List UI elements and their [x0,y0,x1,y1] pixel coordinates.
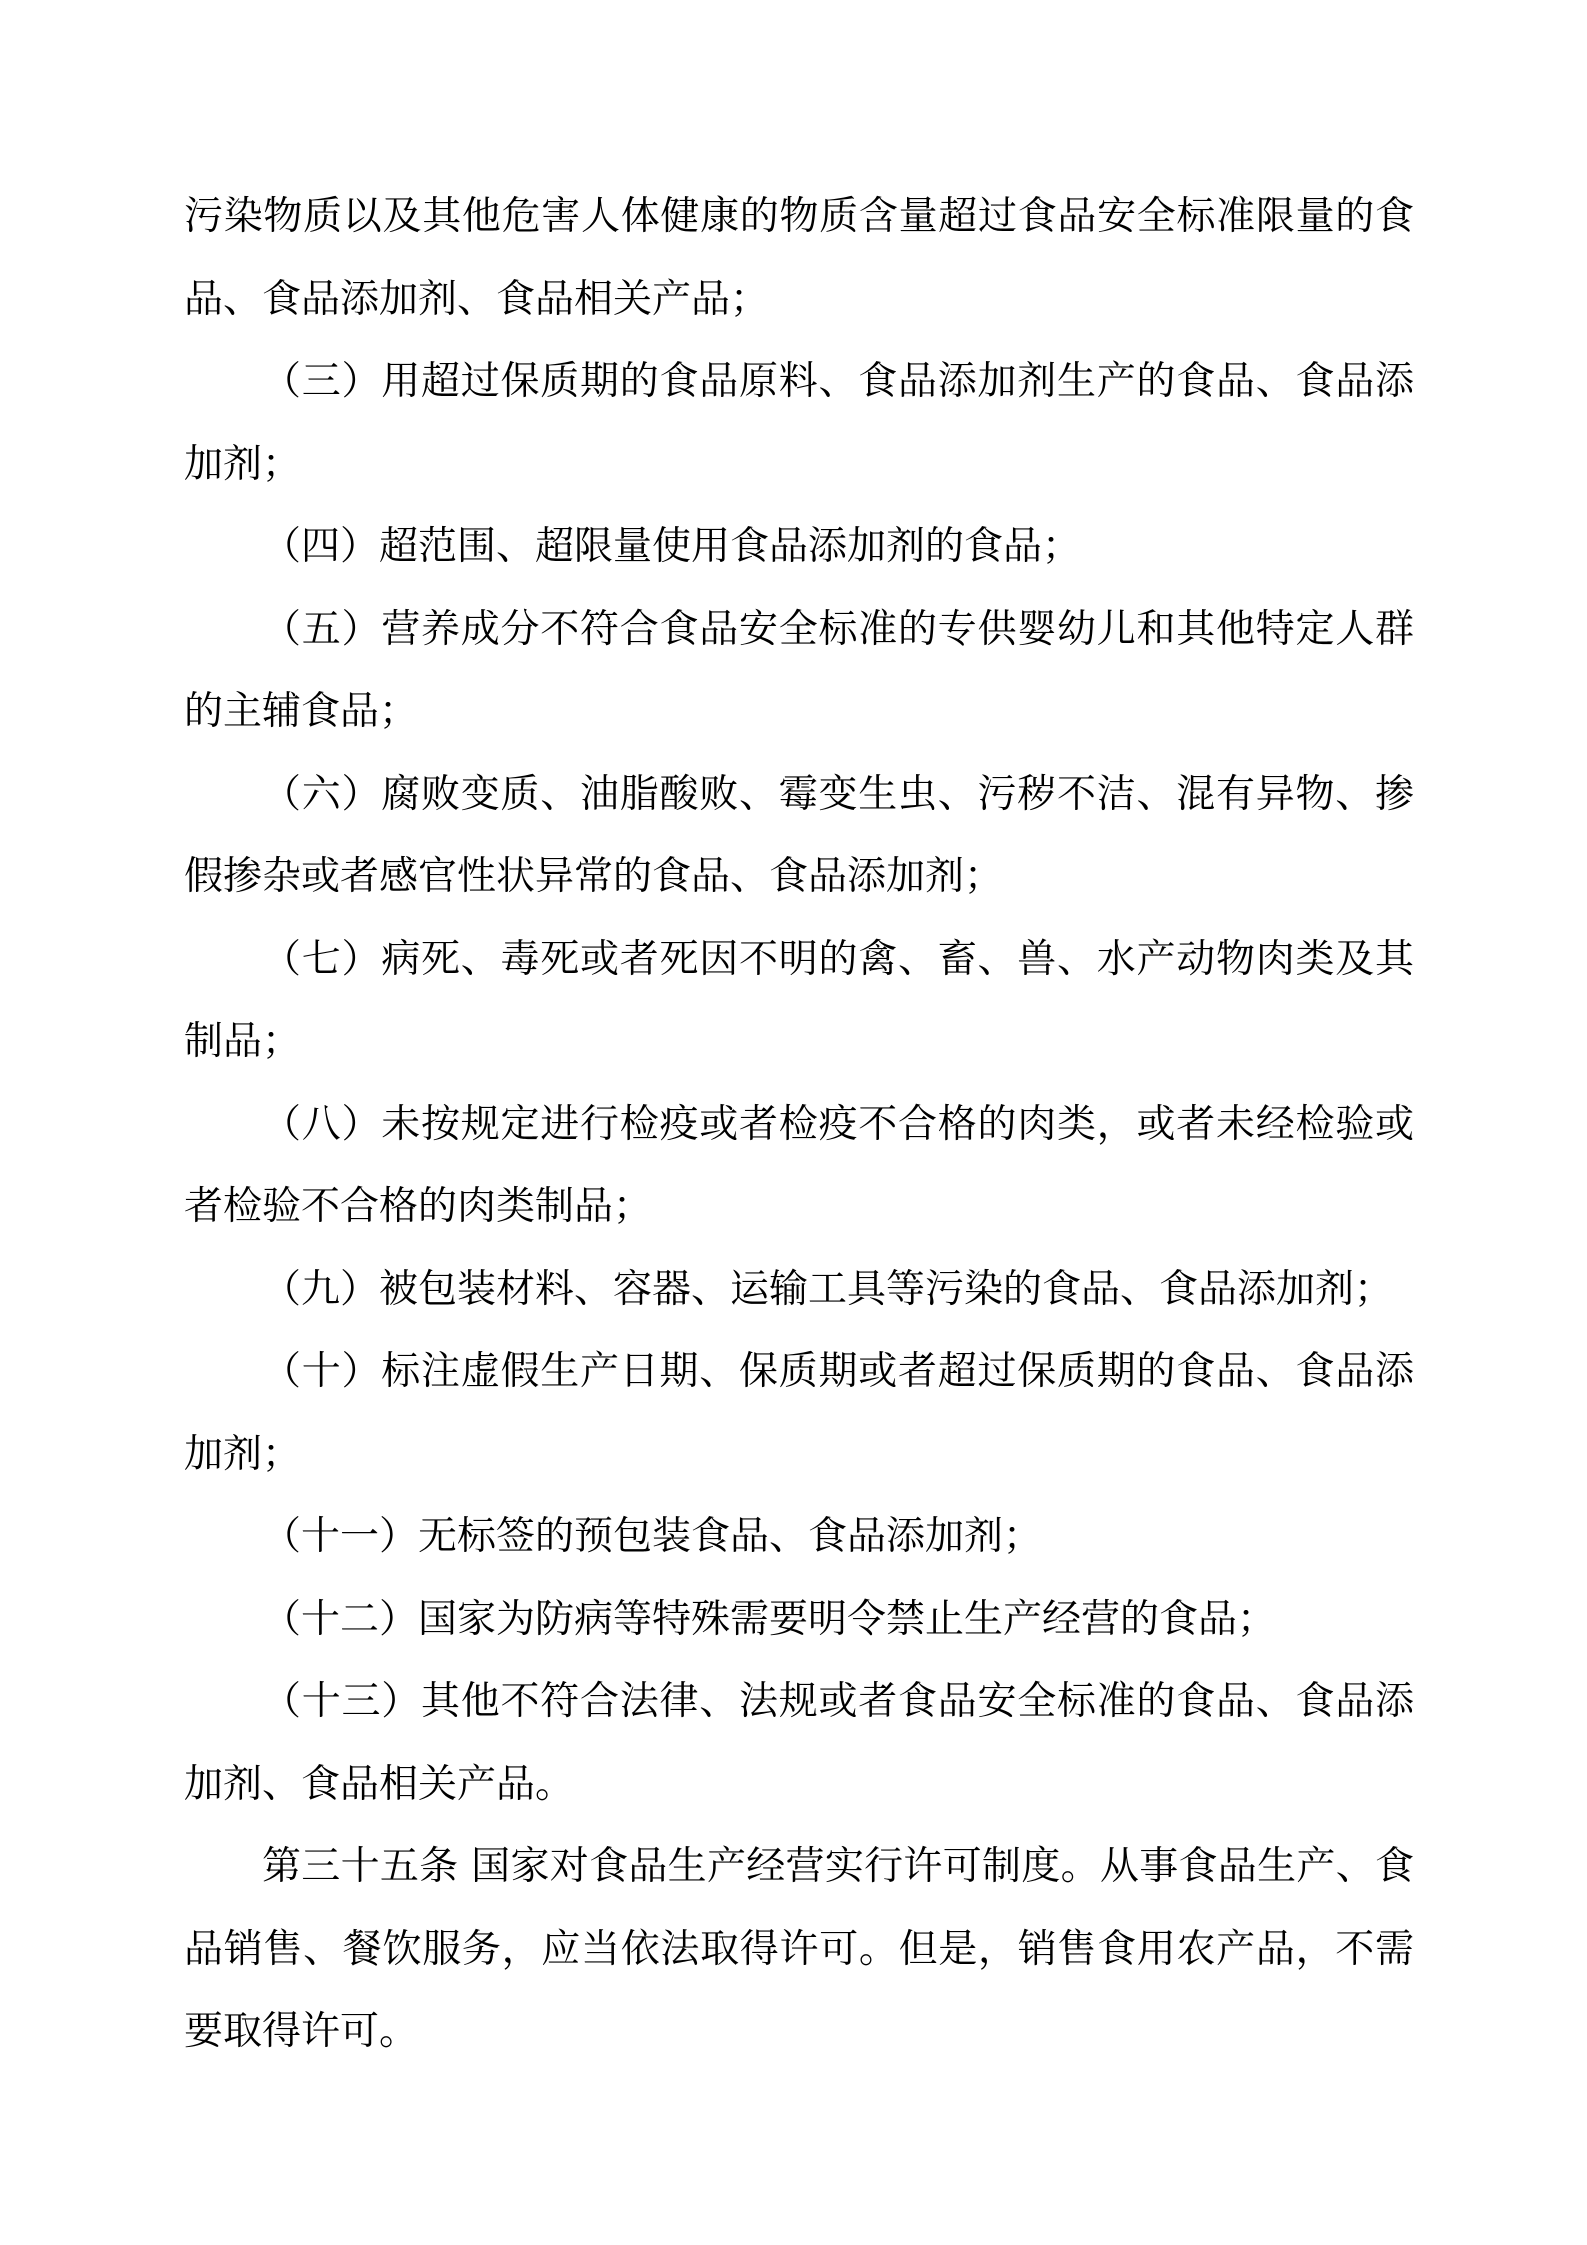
item-7: （七）病死、毒死或者死因不明的禽、畜、兽、水产动物肉类及其制品； [184,936,1414,1064]
item-6: （六）腐败变质、油脂酸败、霉变生虫、污秽不洁、混有异物、掺假掺杂或者感官性状异常的食品、食品添加剂； [184,771,1414,899]
article-35: 第三十五条 国家对食品生产经营实行许可制度。从事食品生产、食品销售、餐饮服务，应当依法取得许可。但是，销售食用农产品，不需要取得许可。 [184,1844,1414,2054]
item-11: （十一）无标签的预包装食品、食品添加剂； [262,1514,1043,1559]
item-9: （九）被包装材料、容器、运输工具等污染的食品、食品添加剂； [262,1266,1394,1312]
item-8: （八）未按规定进行检疫或者检疫不合格的肉类，或者未经检验或者检验不合格的肉类制品； [184,1101,1414,1229]
item-5: （五）营养成分不符合食品安全标准的专供婴幼儿和其他特定人群的主辅食品； [184,606,1414,734]
item-4: （四）超范围、超限量使用食品添加剂的食品； [262,524,1082,569]
item-13: （十三）其他不符合法律、法规或者食品安全标准的食品、食品添加剂、食品相关产品。 [184,1679,1414,1807]
document-body [184,176,1414,2074]
item-10: （十）标注虚假生产日期、保质期或者超过保质期的食品、食品添加剂； [184,1349,1414,1477]
paragraph-continuation: 污染物质以及其他危害人体健康的物质含量超过食品安全标准限量的食品、食品添加剂、食品相关产品； [184,194,1414,322]
item-3: （三）用超过保质期的食品原料、食品添加剂生产的食品、食品添加剂； [184,359,1414,487]
item-12: （十二）国家为防病等特殊需要明令禁止生产经营的食品； [262,1596,1277,1642]
